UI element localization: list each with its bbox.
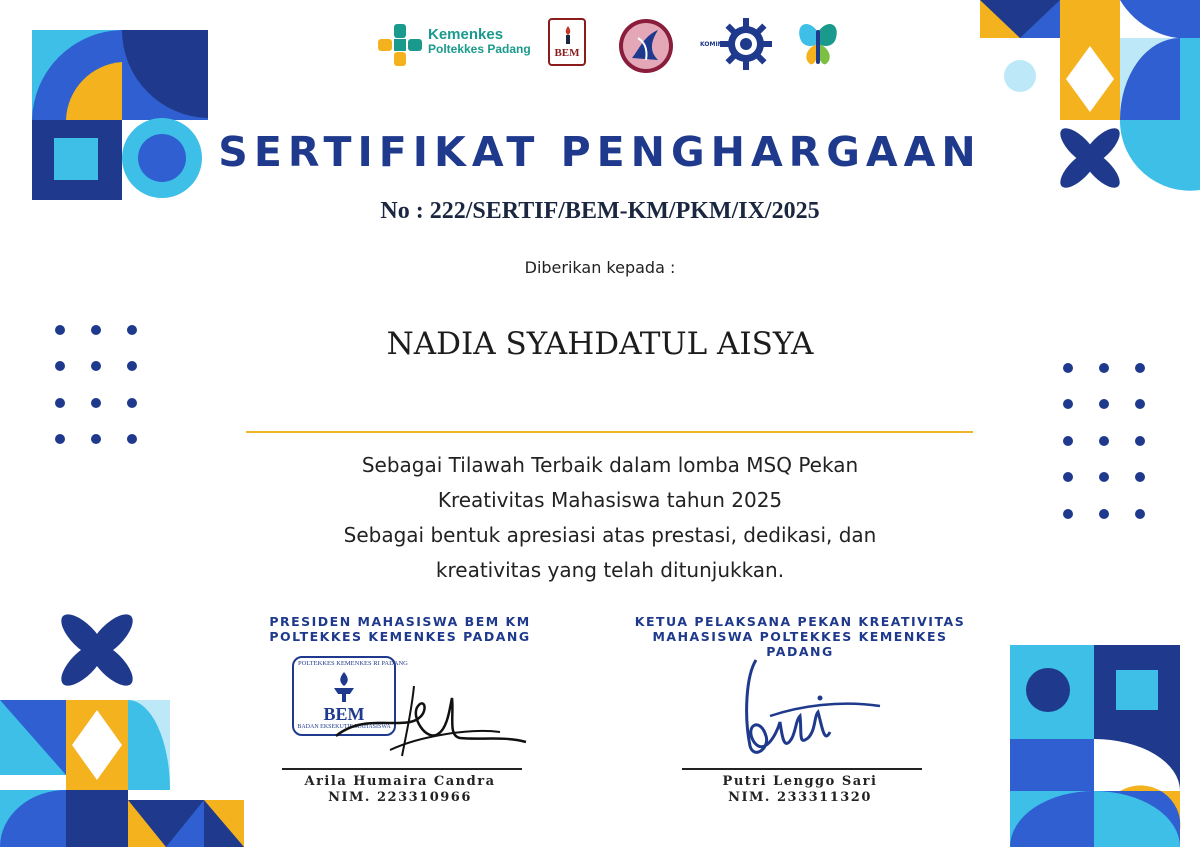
given-to-label: Diberikan kepada : (524, 258, 676, 277)
right-signatory-nim: NIM. 233311320 (728, 790, 872, 805)
description-line-4: kreativitas yang telah ditunjukkan. (435, 558, 785, 582)
left-signatory-role (230, 614, 570, 644)
left-signature-line (282, 768, 522, 770)
left-signature-scribble (330, 676, 530, 766)
recipient-name: NADIA SYAHDATUL AISYA (386, 326, 814, 362)
left-signatory-nim: NIM. 223310966 (328, 790, 472, 805)
description-line-2: Kreativitas Mahasiswa tahun 2025 (437, 488, 783, 512)
description-line-1: Sebagai Tilawah Terbaik dalam lomba MSQ Pekan (361, 453, 859, 477)
left-signatory-block (250, 774, 550, 806)
stamp-top-text: POLTEKKES KEMENKES RI PADANG (298, 660, 408, 667)
kemenkes-wordmark-line1: Kemenkes (428, 26, 504, 43)
torch-icon (561, 26, 575, 44)
pkm-emblem-icon (618, 18, 674, 74)
stamp-bottom-text: BADAN EKSEKUTIF MAHASISWA (297, 724, 391, 730)
decor-bottom-left (0, 600, 250, 847)
kominfo-label: KOMINFO (700, 41, 732, 48)
bem-badge-text: BEM (554, 47, 580, 59)
right-role-line-2: MAHASISWA POLTEKKES KEMENKES (652, 629, 948, 644)
left-signatory-name: Arila Humaira Candra (304, 774, 496, 789)
right-role-line-1: KETUA PELAKSANA PEKAN KREATIVITAS (634, 614, 966, 629)
right-signature-line (682, 768, 922, 770)
butterfly-logo-icon (794, 18, 842, 72)
right-signatory-block (650, 774, 950, 806)
kemenkes-logo-icon (376, 22, 424, 68)
right-role-line-3: PADANG (766, 644, 834, 659)
decor-top-right (980, 0, 1200, 210)
description-line-3: Sebagai bentuk apresiasi atas prestasi, dedikasi, dan (343, 523, 877, 547)
right-signature-scribble (730, 656, 900, 766)
left-role-line-2: POLTEKKES KEMENKES PADANG (269, 629, 531, 644)
certificate-title: SERTIFIKAT PENGHARGAAN (218, 128, 982, 176)
certificate-description (230, 448, 990, 588)
stamp-bem-text: BEM (323, 704, 365, 724)
dot-grid-right (1058, 358, 1158, 528)
left-role-line-1: PRESIDEN MAHASISWA BEM KM (269, 614, 531, 629)
decor-bottom-right (1000, 640, 1200, 847)
logo-row (370, 14, 850, 78)
kemenkes-wordmark-line2: Poltekkes Padang (428, 42, 531, 57)
kemenkes-wordmark (428, 26, 531, 57)
right-signatory-name: Putri Lenggo Sari (722, 774, 878, 789)
bem-badge-logo (548, 18, 586, 66)
right-signatory-role (600, 614, 1000, 659)
certificate-number: No : 222/SERTIF/BEM-KM/PKM/IX/2025 (380, 198, 820, 224)
name-underline-divider (246, 431, 973, 433)
